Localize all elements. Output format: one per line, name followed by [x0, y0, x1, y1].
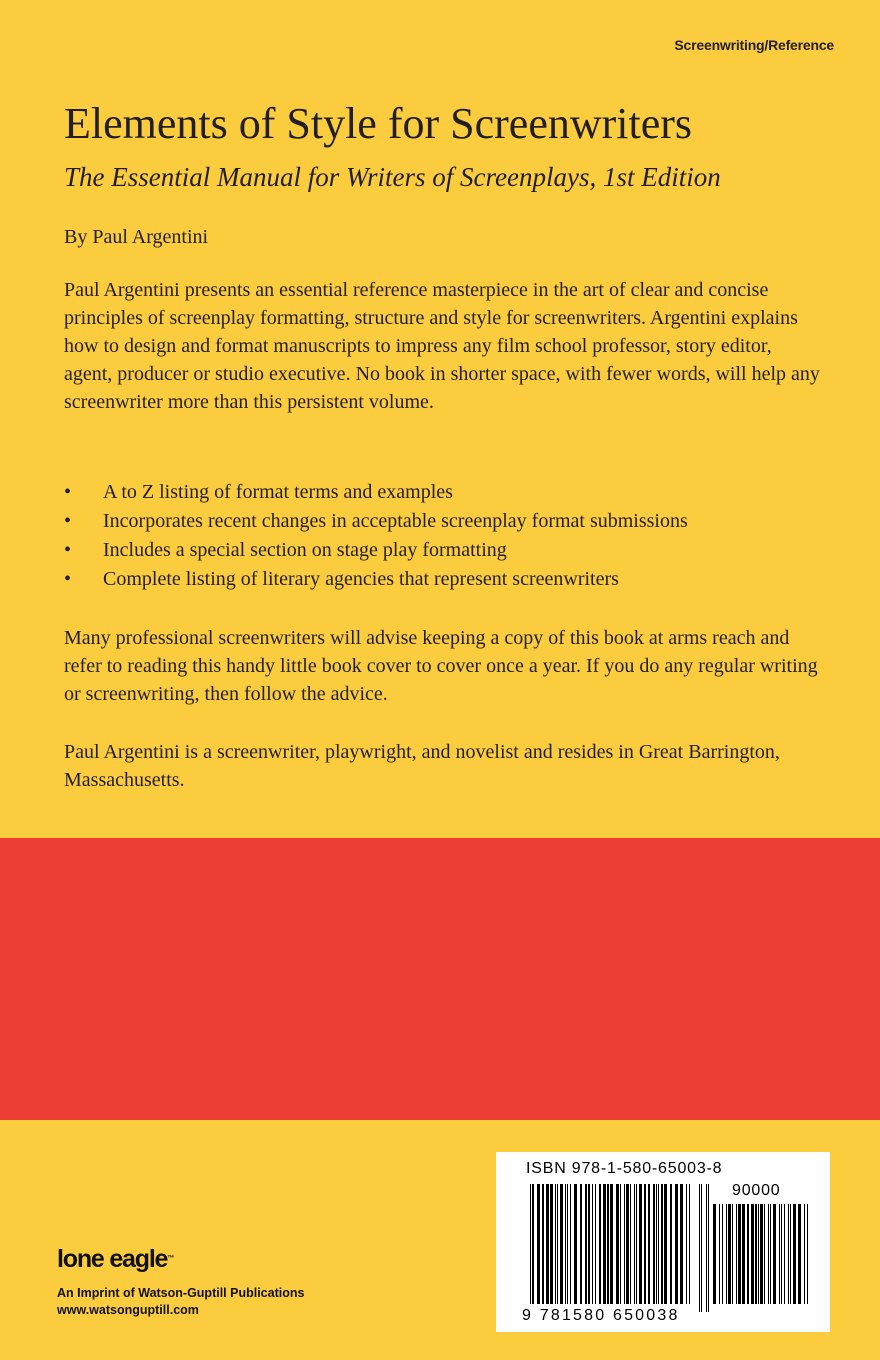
barcode-bar [616, 1184, 619, 1304]
list-item-text: Incorporates recent changes in acceptable screenplay format submissions [103, 510, 688, 532]
barcode-bar [557, 1184, 558, 1304]
list-item [64, 507, 834, 536]
list-item-text: Includes a special section on stage play formatting [103, 539, 507, 561]
barcode-bar [713, 1204, 716, 1304]
barcode-bar [770, 1204, 771, 1304]
feature-list [64, 478, 834, 594]
barcode-bar [755, 1204, 757, 1304]
barcode-bar [758, 1204, 759, 1304]
bullet-icon: • [64, 568, 72, 590]
category-label: Screenwriting/Reference [674, 37, 834, 53]
list-item [64, 478, 834, 507]
barcode-bar [773, 1204, 776, 1304]
barcode-bar [732, 1204, 733, 1304]
barcode-bar [689, 1184, 690, 1304]
barcode-bar [532, 1184, 534, 1304]
barcode-bar [781, 1204, 782, 1304]
barcode-bar [658, 1184, 659, 1304]
barcode-bar [686, 1184, 687, 1304]
list-item-text: A to Z listing of format terms and examples [103, 481, 453, 503]
barcode-bar [719, 1204, 720, 1304]
barcode-bar [634, 1184, 635, 1304]
bullet-icon: • [64, 481, 72, 503]
barcode-bar [550, 1184, 553, 1304]
barcode-bar [804, 1204, 805, 1304]
barcode-bar [751, 1204, 754, 1304]
barcode-bar [784, 1204, 785, 1304]
barcode-bar [726, 1204, 727, 1304]
list-item-text: Complete listing of literary agencies that represent screenwriters [103, 568, 619, 590]
trademark-icon: ™ [167, 1255, 175, 1262]
barcode-bar [624, 1184, 625, 1304]
list-item [64, 565, 834, 594]
barcode-bar [798, 1204, 801, 1304]
barcode-bar [560, 1184, 563, 1304]
barcode-bar [706, 1184, 707, 1312]
barcode-bar [790, 1204, 791, 1304]
barcode-graphic [496, 1152, 830, 1332]
book-title: Elements of Style for Screenwriters [64, 99, 693, 148]
barcode-bar [747, 1204, 749, 1304]
bullet-icon: • [64, 539, 72, 561]
book-subtitle: The Essential Manual for Writers of Screenplays, 1st Edition [64, 162, 721, 192]
barcode-bar [580, 1184, 582, 1304]
barcode-bar [708, 1184, 709, 1312]
barcode-bar [588, 1184, 590, 1304]
barcode-bar [630, 1184, 631, 1304]
barcode-bar [764, 1204, 765, 1304]
isbn-label: ISBN 978-1-580-65003-8 [526, 1160, 723, 1177]
isbn-barcode [496, 1152, 830, 1332]
barcode-bar [595, 1184, 596, 1304]
barcode-bar [722, 1204, 723, 1304]
barcode-bar [626, 1184, 629, 1304]
price-code: 90000 [732, 1182, 781, 1199]
barcode-bar [542, 1184, 544, 1304]
barcode-bar [603, 1184, 606, 1304]
description-paragraph: Paul Argentini presents an essential reference masterpiece in the art of clear and concise principles of screenplay formatting, structure and style for screenwriters. Argentini explains how to design and format manuscripts to impress any film school professor, story editor, agent, producer or studio executive. No book in shorter space, with fewer words, will help any screenwriter more than this persistent volume. [64, 279, 820, 413]
barcode-bar [807, 1204, 808, 1304]
barcode-bar [664, 1184, 667, 1304]
barcode-digits: 9 781580 650038 [522, 1307, 680, 1324]
barcode-bar [793, 1204, 796, 1304]
barcode-bar [570, 1184, 571, 1304]
barcode-bar [701, 1184, 702, 1312]
list-item [64, 536, 834, 565]
barcode-bar [779, 1204, 780, 1304]
barcode-bar [565, 1184, 566, 1304]
barcode-bar [680, 1184, 683, 1304]
barcode-bar [574, 1184, 577, 1304]
barcode-bar [768, 1204, 769, 1304]
barcode-bar [788, 1204, 789, 1304]
barcode-bar [639, 1184, 642, 1304]
publisher-logo [57, 1244, 174, 1274]
barcode-bar [620, 1184, 621, 1304]
barcode-bar [661, 1184, 663, 1304]
barcode-bar [636, 1184, 637, 1304]
advice-paragraph: Many professional screenwriters will advise keeping a copy of this book at arms reach and refer to reading this handy little book cover to cover once a year. If you do any regular writing or screenwriting, then follow the advice. [64, 627, 818, 705]
barcode-bar [599, 1184, 601, 1304]
author-byline: By Paul Argentini [64, 226, 209, 248]
publisher-website: www.watsonguptill.com [57, 1303, 199, 1317]
barcode-bar [555, 1184, 556, 1304]
imprint-line: An Imprint of Watson-Guptill Publications [57, 1286, 305, 1300]
publisher-logo-text: lone eagle [57, 1245, 168, 1273]
barcode-bar [644, 1184, 646, 1304]
bullet-icon: • [64, 510, 72, 532]
barcode-bar [607, 1184, 609, 1304]
barcode-bar [670, 1184, 672, 1304]
barcode-bar [736, 1204, 737, 1304]
barcode-bar [648, 1184, 650, 1304]
barcode-bar [699, 1184, 700, 1312]
barcode-bar [592, 1184, 593, 1304]
author-bio-paragraph: Paul Argentini is a screenwriter, playwright, and novelist and resides in Great Barrington, Massachusetts. [64, 741, 780, 791]
barcode-bar [675, 1184, 678, 1304]
barcode-bar [656, 1184, 657, 1304]
barcode-bar [760, 1204, 763, 1304]
publisher-imprint [57, 1285, 304, 1319]
barcode-bar [728, 1204, 731, 1304]
barcode-bar [610, 1184, 613, 1304]
barcode-bar [567, 1184, 568, 1304]
barcode-bar [585, 1184, 587, 1304]
red-color-band [0, 838, 880, 1120]
barcode-bar [546, 1184, 549, 1304]
barcode-bar [537, 1184, 540, 1304]
barcode-bar [742, 1204, 745, 1304]
barcode-bar [653, 1184, 655, 1304]
barcode-bar [738, 1204, 741, 1304]
barcode-bar [530, 1184, 531, 1304]
